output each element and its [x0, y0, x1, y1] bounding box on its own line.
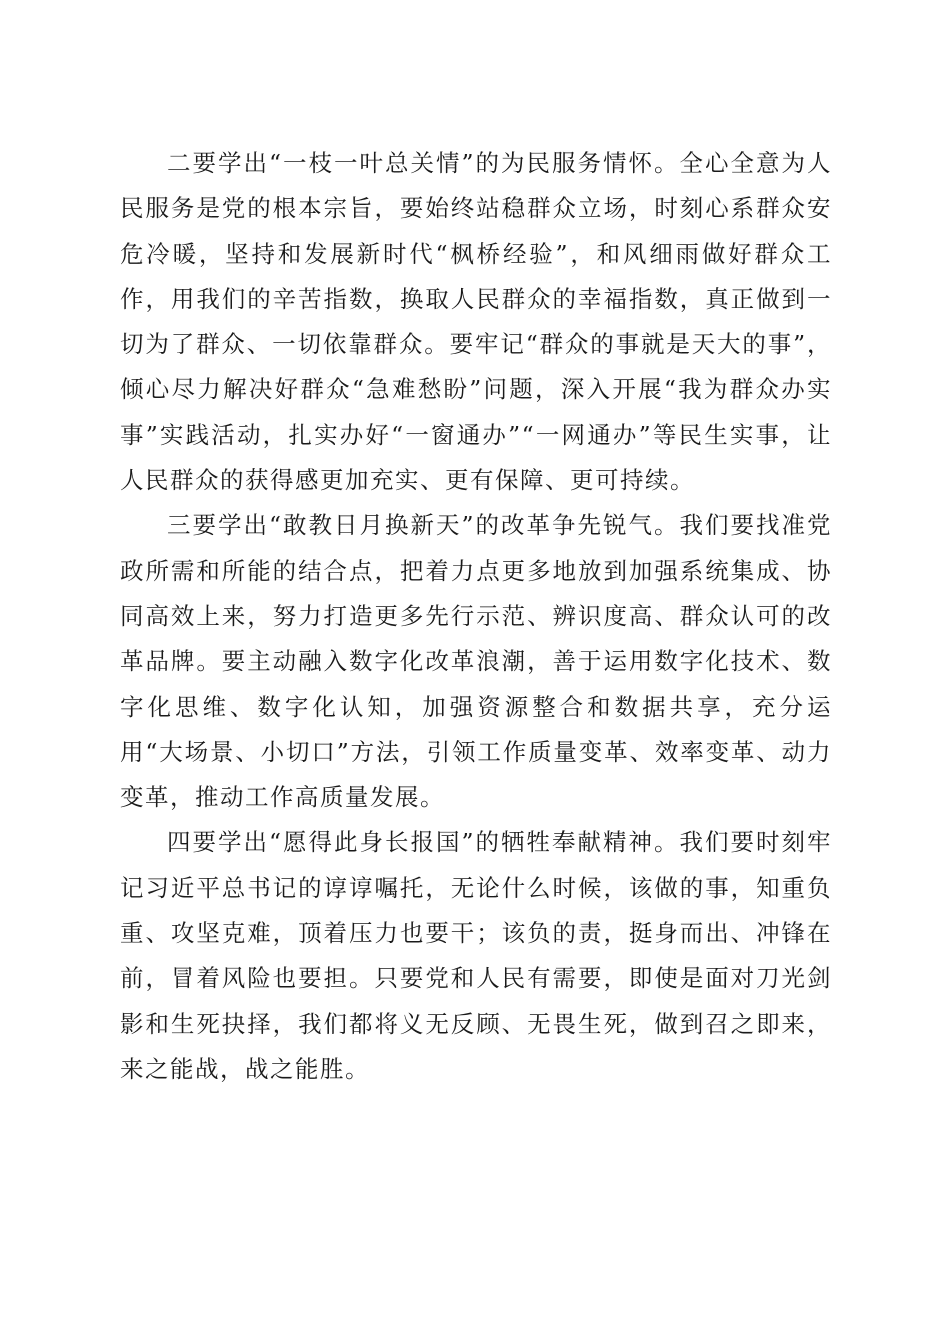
- paragraph-4-dedication-spirit: 四要学出“愿得此身长报国”的牺牲奉献精神。我们要时刻牢记习近平总书记的谆谆嘱托，无论什么时候，该做的事，知重负重、攻坚克难，顶着压力也要干；该负的责，挺身而出、冲锋在前，冒着风险也要担。只要党和人民有需要，即使是面对刀光剑影和生死抉择，我们都将义无反顾、无畏生死，做到召之即来，来之能战，战之能胜。: [120, 828, 832, 1083]
- paragraph-2-serve-the-people: 二要学出“一枝一叶总关情”的为民服务情怀。全心全意为人民服务是党的根本宗旨，要始终站稳群众立场，时刻心系群众安危冷暖，坚持和发展新时代“枫桥经验”，和风细雨做好群众工作，用我们的辛苦指数，换取人民群众的幸福指数，真正做到一切为了群众、一切依靠群众。要牢记“群众的事就是天大的事”，倾心尽力解决好群众“急难愁盼”问题，深入开展“我为群众办实事”实践活动，扎实办好“一窗通办”“一网通办”等民生实事，让人民群众的获得感更加充实、更有保障、更可持续。: [120, 149, 832, 495]
- paragraph-3-reform-spirit: 三要学出“敢教日月换新天”的改革争先锐气。我们要找准党政所需和所能的结合点，把着力点更多地放到加强系统集成、协同高效上来，努力打造更多先行示范、辨识度高、群众认可的改革品牌。要主动融入数字化改革浪潮，善于运用数字化技术、数字化思维、数字化认知，加强资源整合和数据共享，充分运用“大场景、小切口”方法，引领工作质量变革、效率变革、动力变革，推动工作高质量发展。: [120, 511, 832, 812]
- document-body: [120, 141, 832, 1092]
